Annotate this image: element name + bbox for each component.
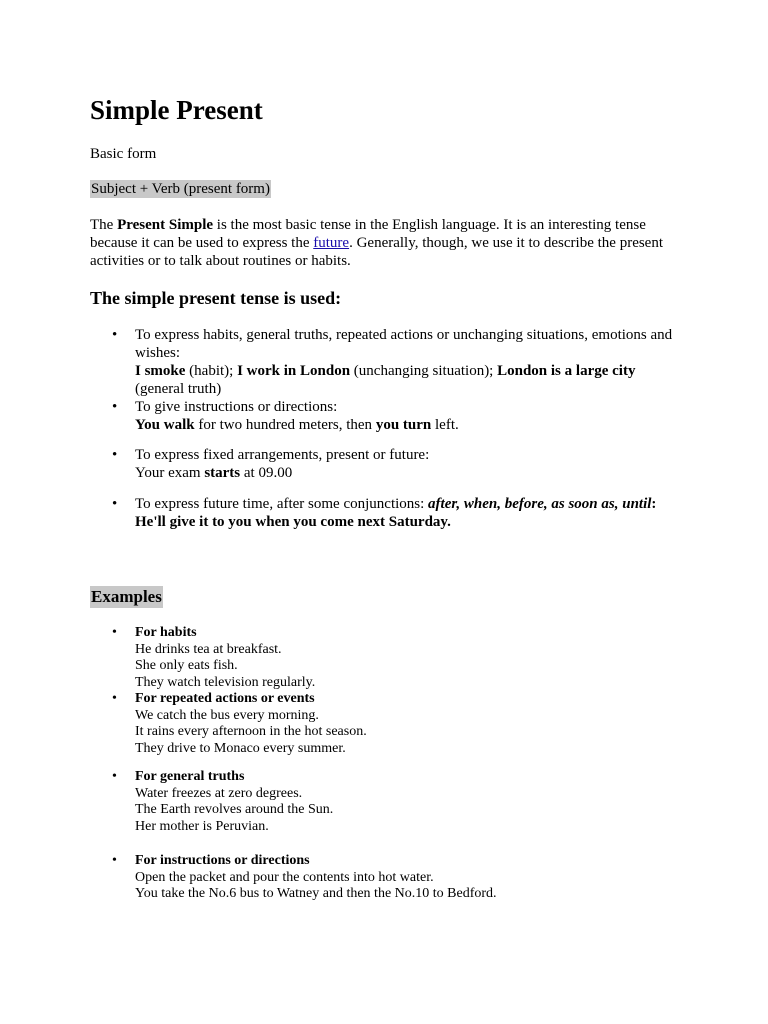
list-item-text: To express habits, general truths, repeated actions or unchanging situations, emotions and — [135, 327, 673, 343]
list-item-example — [135, 513, 685, 531]
list-item-body — [135, 691, 685, 757]
example-sentence: We catch the bus every morning. — [135, 707, 319, 723]
bullet-icon: • — [112, 447, 118, 463]
list-item-body — [135, 625, 685, 691]
example-bold: I smoke — [135, 363, 186, 379]
formula-highlight: Subject + Verb (present form) — [91, 181, 270, 197]
example-bold: You walk — [135, 417, 195, 433]
used-heading: The simple present tense is used: — [90, 288, 342, 308]
example-sentence: She only eats fish. — [135, 658, 238, 674]
examples-heading: Examples — [91, 587, 162, 606]
example-sentence: It rains every afternoon in the hot season. — [135, 724, 367, 740]
example-sentence: They watch television regularly. — [135, 674, 316, 690]
example-category-heading: For general truths — [135, 769, 245, 784]
future-link[interactable]: future — [313, 235, 350, 251]
example-bold: I work in London — [237, 363, 351, 379]
list-item-example — [135, 416, 685, 434]
list-item-text: wishes: — [135, 345, 180, 361]
example-bold: He'll give it to you when you come next Saturday. — [135, 514, 451, 530]
intro-text-1: The — [90, 217, 118, 233]
example-text: for two hundred meters, then — [194, 417, 376, 433]
example-sentence: He drinks tea at breakfast. — [135, 641, 282, 657]
example-bold: you turn — [375, 417, 432, 433]
list-item-body — [135, 326, 685, 398]
example-category-heading: For habits — [135, 625, 197, 640]
example-category-heading: For repeated actions or events — [135, 691, 315, 706]
example-text: : — [651, 496, 657, 512]
example-sentence: You take the No.6 bus to Watney and then the No.10 to Bedford. — [135, 886, 497, 902]
bullet-icon: • — [112, 496, 118, 512]
list-item-body — [135, 495, 685, 531]
bullet-icon: • — [112, 853, 117, 868]
example-text: Your exam — [135, 465, 205, 481]
example-text: (habit); — [185, 363, 238, 379]
conjunctions-bold-italic: after, when, before, as soon as, until — [428, 496, 652, 512]
list-item-example — [135, 464, 685, 482]
list-item-body — [135, 398, 685, 434]
intro-text-3: . Generally, though, we use it to describe the present activities or to talk about routines or habits. — [90, 235, 664, 269]
example-bold: starts — [204, 465, 241, 481]
intro-bold-present-simple: Present Simple — [117, 217, 214, 233]
list-item-example — [135, 362, 685, 380]
example-sentence: Water freezes at zero degrees. — [135, 785, 303, 801]
example-bold: London is a large city — [497, 363, 636, 379]
list-item-body — [135, 446, 685, 482]
basic-form-label: Basic form — [90, 146, 157, 162]
example-sentence: Open the packet and pour the contents into hot water. — [135, 869, 434, 885]
bullet-icon: • — [112, 327, 118, 343]
bullet-icon: • — [112, 399, 118, 415]
list-item-text: (general truth) — [135, 381, 222, 397]
bullet-icon: • — [112, 691, 117, 706]
list-item-body — [135, 853, 685, 903]
bullet-icon: • — [112, 769, 117, 784]
example-text: To express future time, after some conjunctions: — [135, 496, 429, 512]
example-text: left. — [431, 417, 459, 433]
intro-paragraph — [90, 216, 680, 270]
example-text: at 09.00 — [240, 465, 293, 481]
page-title: Simple Present — [90, 95, 263, 125]
list-item-text: To express fixed arrangements, present or future: — [135, 447, 430, 463]
example-sentence: They drive to Monaco every summer. — [135, 740, 346, 756]
list-item-text — [135, 495, 685, 513]
list-item-body — [135, 769, 685, 835]
bullet-icon: • — [112, 625, 117, 640]
example-sentence: The Earth revolves around the Sun. — [135, 802, 334, 818]
intro-text-2: is the most basic tense in the English language. It is an interesting tense because it can be used to express the — [90, 217, 646, 251]
example-sentence: Her mother is Peruvian. — [135, 818, 269, 834]
example-category-heading: For instructions or directions — [135, 853, 310, 868]
example-text: (unchanging situation); — [350, 363, 498, 379]
list-item-text: To give instructions or directions: — [135, 399, 338, 415]
